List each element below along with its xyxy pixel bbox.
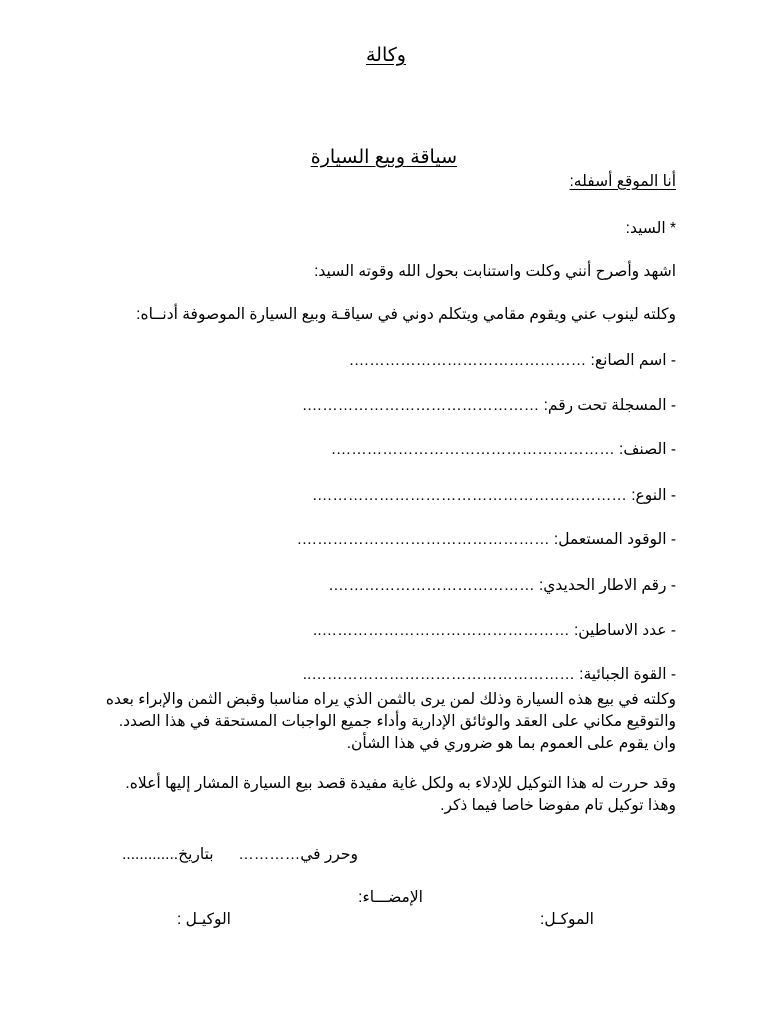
field-blank: ……………………………………………….: [331, 441, 615, 458]
field-label: - رقم الاطار الحديدي:: [538, 577, 676, 594]
paragraph-line: وقد حررت له هذا التوكيل للإدلاء به ولكل غاية مفيدة قصد بيع السيارة المشار إليها أعلاه.: [125, 775, 676, 792]
paragraph-line: وهذا توكيل تام مفوضا خاصا فيما ذكر.: [440, 797, 676, 814]
field-label: - عدد الاساطين:: [573, 622, 676, 639]
field-registration: [302, 396, 676, 416]
field-chassis-number: [329, 576, 676, 596]
field-manufacturer: [349, 351, 676, 371]
field-label: - الصنف:: [619, 441, 676, 458]
field-label: - النوع:: [631, 487, 676, 504]
written-at: وحرر في…………: [238, 846, 358, 863]
field-label: - اسم الصانع:: [590, 352, 676, 369]
document-title: وكالة: [366, 45, 406, 66]
field-blank: …………………………………………..: [313, 622, 570, 639]
place-date-line: [122, 845, 358, 865]
field-label: - القوة الجبائية:: [579, 666, 676, 683]
signatures-heading: الإمضـــاء:: [358, 889, 423, 906]
agent-signature: الوكيـل :: [177, 911, 231, 928]
principal-signature: الموكـل:: [540, 911, 594, 928]
field-blank: …………………………………………………….: [312, 487, 627, 504]
declaration-line: اشهد وأصرح أنني وكلت واستنابت بحول الله وقوته السيد:: [314, 263, 676, 280]
field-blank: ………………………………….: [328, 577, 535, 594]
field-fiscal-power: [303, 665, 676, 685]
field-class: [331, 440, 676, 460]
field-blank: ……………………………………………..: [302, 666, 575, 683]
mister-line: * السيد:: [625, 220, 676, 237]
field-cylinders: [313, 621, 676, 641]
paragraph-line: وان يقوم على العموم بما هو ضروري في هذا الشأن.: [346, 735, 676, 752]
sale-paragraph: [56, 689, 676, 755]
delegation-line: وكلته لينوب عني ويقوم مقامي ويتكلم دوني في سياقـة وبيع السيارة الموصوفة أدنــاه:: [136, 306, 676, 323]
closing-paragraph: [56, 773, 676, 817]
field-fuel: [297, 530, 676, 550]
field-label: - المسجلة تحت رقم:: [543, 397, 676, 414]
field-type: [313, 486, 676, 506]
field-blank: ……………………………………….: [302, 397, 540, 414]
document-subtitle: سياقة وبيع السيارة: [310, 147, 457, 168]
intro-line: أنا الموقع أسفله:: [569, 173, 676, 190]
field-blank: ………………………………………….: [297, 531, 550, 548]
field-label: - الوقود المستعمل:: [553, 531, 676, 548]
date-field: بتاريخ.............: [122, 846, 214, 863]
paragraph-line: وكلته في بيع هذه السيارة وذلك لمن يرى بالثمن الذي يراه مناسبا وقبض الثمن والإبراء بعده: [105, 691, 676, 708]
paragraph-line: والتوقيع مكاني على العقد والوثائق الإدارية وأداء جميع الواجبات المستحقة في هذا الصدد.: [118, 713, 676, 730]
field-blank: ……………………………………….: [349, 352, 587, 369]
